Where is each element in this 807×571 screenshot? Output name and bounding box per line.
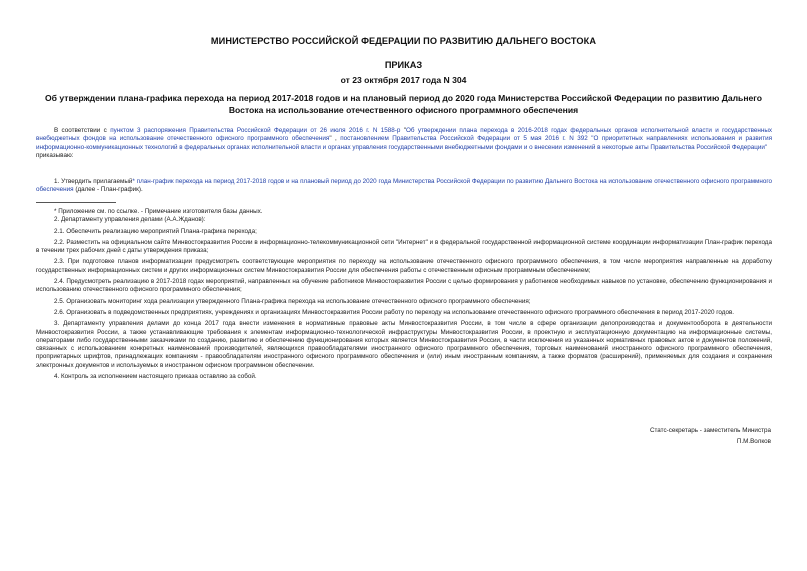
- ministry-heading: МИНИСТЕРСТВО РОССИЙСКОЙ ФЕДЕРАЦИИ ПО РАЗВИТИЮ ДАЛЬНЕГО ВОСТОКА: [210, 36, 597, 46]
- footnote-divider: [36, 202, 116, 203]
- link-appendix-asterisk[interactable]: *: [132, 178, 135, 185]
- document-title: Об утверждении плана-графика перехода на период 2017-2018 годов и на плановый период до 2020 года Министерства Российской Федерации по развитию Дальнего Востока на использование отечественного офисного программного обеспечения: [44, 93, 763, 115]
- signature-block: [650, 425, 771, 447]
- preamble-text-3: " ,: [329, 135, 341, 143]
- preamble-text-2: ": [400, 127, 406, 134]
- item1-text-1: 1. Утвердить прилагаемый: [54, 178, 133, 185]
- document-date-number: от 23 октября 2017 года N 304: [340, 75, 467, 85]
- preamble-text-1: В соответствии с: [54, 127, 111, 134]
- item-2-2: 2.2. Разместить на официальном сайте Минвостокразвития России в информационно-телекоммуникационной сети "Интернет" и в федеральной государственной информационной системе координации информатизации План-график перехода в течении трех рабочих дней с даты утверждения приказа;: [36, 238, 772, 255]
- item-3: 3. Департаменту управления делами до конца 2017 года внести изменения в нормативные правовые акты Минвостокразвития России, в том числе в сфере организации делопроизводства и документооборота в деятельности Минвостокразвития России, а также устанавливающие требования к элементам информационно-технологической инфраструктуры Минвостокразвития России, в проектную и эксплуатационную документацию на информационные системы, операторами либо государственными заказчиками по созданию, развитию и обеспечению функционирования которых является Минвостокразвития России, в части исключения из указанных нормативных правовых актов и документов положений, связанных с использованием конкретных наименований производителей, являющихся правообладателями иностранного офисного программного обеспечения, торговых наименований иностранного офисного программного обеспечения, проприетарных шрифтов, принадлежащих компаниям - правообладателям иностранного офисного программного обеспечения и (или) иным иностранным компаниям, а также форматов (расширений), применяемых для создания и сохранения электронных документов и используемых в иностранном офисном программном обеспечении.: [36, 320, 772, 369]
- item-2-5: 2.5. Организовать мониторинг хода реализации утвержденного Плана-графика перехода на использование отечественного офисного программного обеспечения;: [54, 297, 531, 305]
- items-list: [36, 208, 772, 381]
- link-plan-schedule[interactable]: план-график перехода на период 2017-2018 годов и на плановый период до 2020 года Министерства Российской Федерации по развитию Дальнего Востока на использование отечественного офисного программного обеспечения: [36, 178, 773, 194]
- item-2-4: 2.4. Предусмотреть реализацию в 2017-2018 годах мероприятий, направленных на обучение работников Минвостокразвития России с целью формирования у работников необходимых навыков по установке, обеспечению функционирования и использованию отечественного офисного программного обеспечения;: [36, 278, 772, 294]
- order-word: приказываю:: [36, 151, 74, 159]
- item-4: 4. Контроль за исполнением настоящего приказа оставляю за собой.: [54, 373, 257, 381]
- item-2-1: 2.1. Обеспечить реализацию мероприятий Плана-графика перехода;: [54, 227, 257, 235]
- item-2-6: 2.6. Организовать в подведомственных предприятиях, учреждениях и организациях Минвостокразвития России работу по переходу на использование отечественного офисного программного обеспечения в период 2017-2020 годов.: [54, 308, 735, 316]
- item-2: 2. Департаменту управления делами (А.А.Жданов):: [54, 216, 206, 224]
- item-2-3: 2.3. При подготовке планов информатизации предусмотреть соответствующие мероприятия по переходу на использование отечественного офисного программного обеспечения, в том числе мероприятия направленные на доработку государственных информационных систем и других информационных систем Минвостокразвития России для обеспечения работы с отечественным офисным программным обеспечением;: [36, 258, 772, 274]
- link-decree-1588[interactable]: пунктом 3 распоряжения Правительства Российской Федерации от 26 июля 2016 г. N 1588-р: [110, 127, 401, 134]
- signatory-position: Статс-секретарь - заместитель Министра: [649, 427, 771, 434]
- link-resolution-392[interactable]: постановлением Правительства Российской Федерации от 5 мая 2016 г. N 392 "О приоритетных направлениях использования и развития информационно-коммуникационных технологий в федеральных органах исполнительной власти и органах управления государственными внебюджетными фондами и о внесении изменений в некоторые акты Правительства Российской Федерации": [36, 135, 773, 151]
- signatory-name: П.М.Волков: [736, 438, 771, 445]
- link-plan-title[interactable]: Об утверждении плана перехода в 2016-2018 годах федеральных органов исполнительной власти и государственных внебюджетных фондов на использование отечественного офисного программного обеспечения: [36, 127, 772, 143]
- item-1: [36, 178, 772, 195]
- item1-text-3: (далее - План-график).: [73, 186, 143, 194]
- document-type: ПРИКАЗ: [384, 60, 423, 70]
- preamble: [36, 127, 772, 160]
- footnote: * Приложение см. по ссылке. - Примечание изготовителя базы данных.: [54, 208, 263, 215]
